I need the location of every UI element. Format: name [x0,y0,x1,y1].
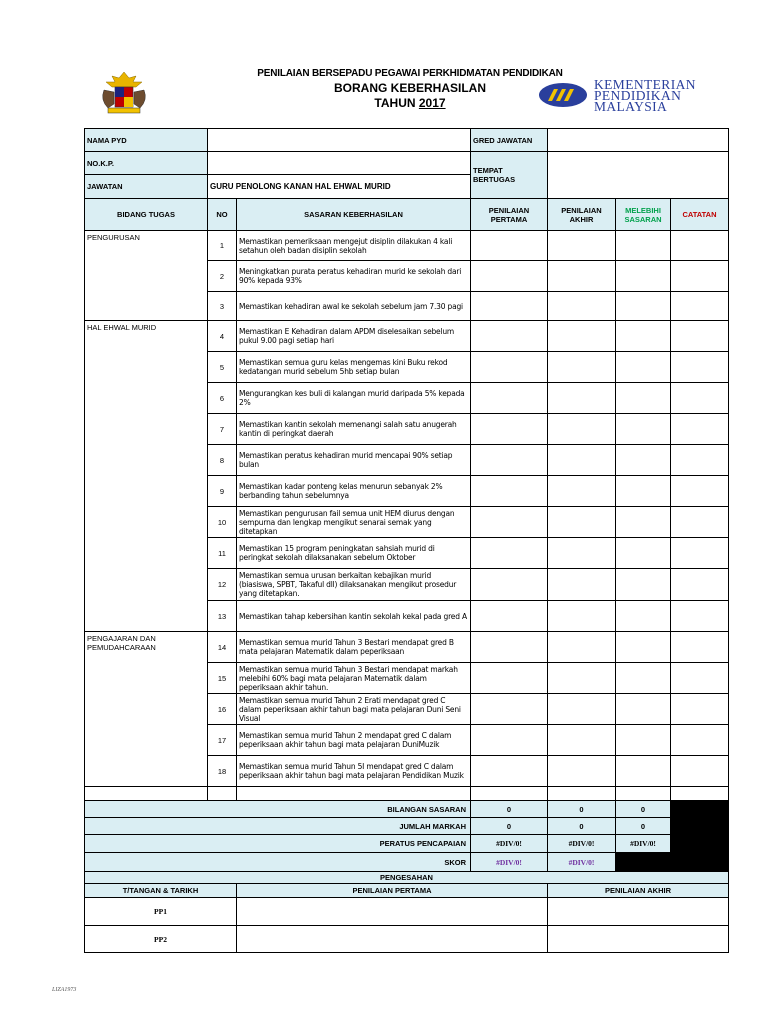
row-number: 8 [208,445,237,476]
row-number: 3 [208,292,237,321]
pp1-akhir-signature[interactable] [548,898,729,926]
row-number: 9 [208,476,237,507]
row-number: 13 [208,601,237,632]
year-value: 2017 [418,96,446,110]
title-line2: BORANG KEBERHASILAN [333,81,486,95]
row-number: 15 [208,663,237,694]
pengesahan-pertama-label: PENILAIAN PERTAMA [237,884,548,898]
melebihi-input[interactable] [616,321,671,352]
sasaran-text: Memastikan peratus kehadiran murid mencapai 90% setiap bulan [237,445,471,476]
melebihi-input[interactable] [616,352,671,383]
nama-pyd-label: NAMA PYD [85,129,208,152]
catatan-input[interactable] [671,231,729,261]
catatan-input[interactable] [671,632,729,663]
row-number: 16 [208,694,237,725]
row-number: 14 [208,632,237,663]
kpm-logo-icon [538,81,588,109]
pertama-input[interactable] [471,601,548,632]
catatan-input[interactable] [671,663,729,694]
bilangan-sasaran-label: BILANGAN SASARAN [85,801,471,818]
akhir-input[interactable] [548,383,616,414]
akhir-input[interactable] [548,352,616,383]
col-penilaian-akhir: PENILAIAN AKHIR [548,199,616,231]
jawatan-field[interactable]: GURU PENOLONG KANAN HAL EHWAL MURID [208,175,471,199]
jumlah-melebihi: 0 [616,818,671,835]
target-row [85,321,729,352]
logo-text-line2: PENDIDIKAN [594,88,682,103]
pertama-input[interactable] [471,756,548,787]
melebihi-input[interactable] [616,694,671,725]
akhir-input[interactable] [548,231,616,261]
spacer-row [85,787,729,801]
melebihi-input[interactable] [616,231,671,261]
sasaran-text: Memastikan semua murid Tahun 2 mendapat gred C dalam peperiksaan akhir tahun bagi mata pelajaran DuniMuzik [237,725,471,756]
akhir-input[interactable] [548,632,616,663]
kpm-logo [538,78,728,112]
melebihi-input[interactable] [616,445,671,476]
logo-text-line1: KEMENTERIAN [594,77,696,92]
peratus-pertama: #DIV/0! [471,835,548,853]
col-sasaran: SASARAN KEBERHASILAN [237,199,471,231]
bilangan-pertama: 0 [471,801,548,818]
catatan-input[interactable] [671,352,729,383]
pertama-input[interactable] [471,414,548,445]
bidang-tugas-cell: PENGAJARAN DAN PEMUDAHCARAAN [85,632,208,787]
catatan-input[interactable] [671,261,729,292]
pertama-input[interactable] [471,445,548,476]
pertama-input[interactable] [471,569,548,601]
melebihi-input[interactable] [616,292,671,321]
pertama-input[interactable] [471,383,548,414]
title-line3 [230,96,590,110]
pp1-label: PP1 [85,898,237,926]
catatan-input[interactable] [671,321,729,352]
pertama-input[interactable] [471,321,548,352]
sasaran-text: Meningkatkan purata peratus kehadiran murid ke sekolah dari 90% kepada 93% [237,261,471,292]
sasaran-text: Mengurangkan kes buli di kalangan murid daripada 5% kepada 2% [237,383,471,414]
col-melebihi-sasaran: MELEBIHI SASARAN [616,199,671,231]
pp1-pertama-signature[interactable] [237,898,548,926]
pertama-input[interactable] [471,538,548,569]
akhir-input[interactable] [548,414,616,445]
melebihi-input[interactable] [616,725,671,756]
catatan-input[interactable] [671,756,729,787]
melebihi-input[interactable] [616,507,671,538]
sasaran-text: Memastikan pemeriksaan mengejut disiplin dilakukan 4 kali setahun oleh badan disiplin sekolah [237,231,471,261]
catatan-input[interactable] [671,569,729,601]
sasaran-text: Memastikan kantin sekolah memenangi salah satu anugerah kantin di peringkat daerah [237,414,471,445]
peratus-pencapaian-label: PERATUS PENCAPAIAN [85,835,471,853]
blacked-out-cell [671,801,729,872]
keberhasilan-form-table [84,128,729,953]
pertama-input[interactable] [471,725,548,756]
row-number: 5 [208,352,237,383]
title-line1: PENILAIAN BERSEPADU PEGAWAI PERKHIDMATAN PENDIDIKAN [257,68,563,79]
pp2-akhir-signature[interactable] [548,926,729,953]
form-title [230,68,590,110]
skor-akhir: #DIV/0! [548,853,616,872]
akhir-input[interactable] [548,538,616,569]
target-rows [85,231,729,787]
akhir-input[interactable] [548,321,616,352]
blacked-out-skor-cell [616,853,671,872]
catatan-input[interactable] [671,601,729,632]
kpm-logo-text [594,79,696,112]
skor-label: SKOR [85,853,471,872]
catatan-input[interactable] [671,725,729,756]
year-prefix: TAHUN [374,96,416,110]
melebihi-input[interactable] [616,476,671,507]
sasaran-text: Memastikan kehadiran awal ke sekolah sebelum jam 7.30 pagi [237,292,471,321]
catatan-input[interactable] [671,414,729,445]
row-number: 1 [208,231,237,261]
catatan-input[interactable] [671,445,729,476]
gred-jawatan-field[interactable] [548,129,729,152]
melebihi-input[interactable] [616,756,671,787]
bilangan-akhir: 0 [548,801,616,818]
target-row [85,231,729,261]
row-number: 11 [208,538,237,569]
melebihi-input[interactable] [616,538,671,569]
melebihi-input[interactable] [616,383,671,414]
nokp-label: NO.K.P. [85,152,208,175]
nokp-field[interactable] [208,152,471,175]
akhir-input[interactable] [548,756,616,787]
pertama-input[interactable] [471,476,548,507]
sasaran-text: Memastikan E Kehadiran dalam APDM diselesaikan sebelum pukul 9.00 pagi setiap hari [237,321,471,352]
jumlah-pertama: 0 [471,818,548,835]
akhir-input[interactable] [548,725,616,756]
jumlah-markah-label: JUMLAH MARKAH [85,818,471,835]
akhir-input[interactable] [548,601,616,632]
col-catatan: CATATAN [671,199,729,231]
sasaran-text: Memastikan pengurusan fail semua unit HEM diurus dengan sempurna dan lengkap mengikut senarai semak yang ditetapkan [237,507,471,538]
pertama-input[interactable] [471,352,548,383]
catatan-input[interactable] [671,694,729,725]
catatan-input[interactable] [671,538,729,569]
sasaran-text: Memastikan semua murid Tahun 5I mendapat gred C dalam peperiksaan akhir tahun bagi mata pelajaran Pendidikan Muzik [237,756,471,787]
jawatan-label: JAWATAN [85,175,208,199]
melebihi-input[interactable] [616,261,671,292]
footer-credit: LIZA1973 [52,987,77,993]
gred-jawatan-label: GRED JAWATAN [471,129,548,152]
catatan-input[interactable] [671,476,729,507]
bidang-tugas-cell: HAL EHWAL MURID [85,321,208,632]
akhir-input[interactable] [548,292,616,321]
row-number: 2 [208,261,237,292]
pertama-input[interactable] [471,663,548,694]
sasaran-text: Memastikan 15 program peningkatan sahsiah murid di peringkat sekolah dilaksanakan sebelum Oktober [237,538,471,569]
row-number: 12 [208,569,237,601]
row-number: 17 [208,725,237,756]
pp2-label: PP2 [85,926,237,953]
sasaran-text: Memastikan semua murid Tahun 3 Bestari mendapat markah melebihi 60% bagi mata pelajaran Matematik dalam peperiksaan akhir tahun. [237,663,471,694]
page-header [0,0,768,128]
peratus-melebihi: #DIV/0! [616,835,671,853]
pertama-input[interactable] [471,632,548,663]
skor-pertama: #DIV/0! [471,853,548,872]
jumlah-akhir: 0 [548,818,616,835]
pengesahan-akhir-label: PENILAIAN AKHIR [548,884,729,898]
akhir-input[interactable] [548,694,616,725]
akhir-input[interactable] [548,476,616,507]
pertama-input[interactable] [471,694,548,725]
nama-pyd-field[interactable] [208,129,471,152]
melebihi-input[interactable] [616,663,671,694]
akhir-input[interactable] [548,261,616,292]
pertama-input[interactable] [471,261,548,292]
bilangan-melebihi: 0 [616,801,671,818]
akhir-input[interactable] [548,569,616,601]
sasaran-text: Memastikan semua murid Tahun 2 Erati mendapat gred C dalam peperiksaan akhir tahun bagi mata pelajaran Duni Seni Visual [237,694,471,725]
melebihi-input[interactable] [616,632,671,663]
peratus-akhir: #DIV/0! [548,835,616,853]
akhir-input[interactable] [548,507,616,538]
pertama-input[interactable] [471,231,548,261]
catatan-input[interactable] [671,292,729,321]
target-row [85,632,729,663]
row-number: 18 [208,756,237,787]
melebihi-input[interactable] [616,569,671,601]
sasaran-text: Memastikan tahap kebersihan kantin sekolah kekal pada gred A [237,601,471,632]
row-number: 6 [208,383,237,414]
tempat-bertugas-label: TEMPAT BERTUGAS [471,152,548,199]
bidang-tugas-cell: PENGURUSAN [85,231,208,321]
melebihi-input[interactable] [616,414,671,445]
akhir-input[interactable] [548,663,616,694]
col-penilaian-pertama: PENILAIAN PERTAMA [471,199,548,231]
pp2-pertama-signature[interactable] [237,926,548,953]
pertama-input[interactable] [471,292,548,321]
melebihi-input[interactable] [616,601,671,632]
col-bidang-tugas: BIDANG TUGAS [85,199,208,231]
sasaran-text: Memastikan kadar ponteng kelas menurun sebanyak 2% berbanding tahun sebelumnya [237,476,471,507]
pengesahan-title: PENGESAHAN [85,872,729,884]
logo-text-line3: MALAYSIA [594,99,668,114]
row-number: 10 [208,507,237,538]
pertama-input[interactable] [471,507,548,538]
row-number: 4 [208,321,237,352]
sasaran-text: Memastikan semua murid Tahun 3 Bestari mendapat gred B mata pelajaran Matematik dalam peperiksaan [237,632,471,663]
sasaran-text: Memastikan semua guru kelas mengemas kini Buku rekod kedatangan murid sebelum 5hb setiap bulan [237,352,471,383]
ttangan-tarikh-label: T/TANGAN & TARIKH [85,884,237,898]
sasaran-text: Memastikan semua urusan berkaitan kebajikan murid (biasiswa, SPBT, Takaful dll) dilaksanakan mengikut prosedur yang ditetapkan. [237,569,471,601]
malaysia-coat-of-arms-icon [98,70,150,114]
catatan-input[interactable] [671,507,729,538]
akhir-input[interactable] [548,445,616,476]
col-no: NO [208,199,237,231]
row-number: 7 [208,414,237,445]
catatan-input[interactable] [671,383,729,414]
tempat-bertugas-field[interactable] [548,152,729,199]
